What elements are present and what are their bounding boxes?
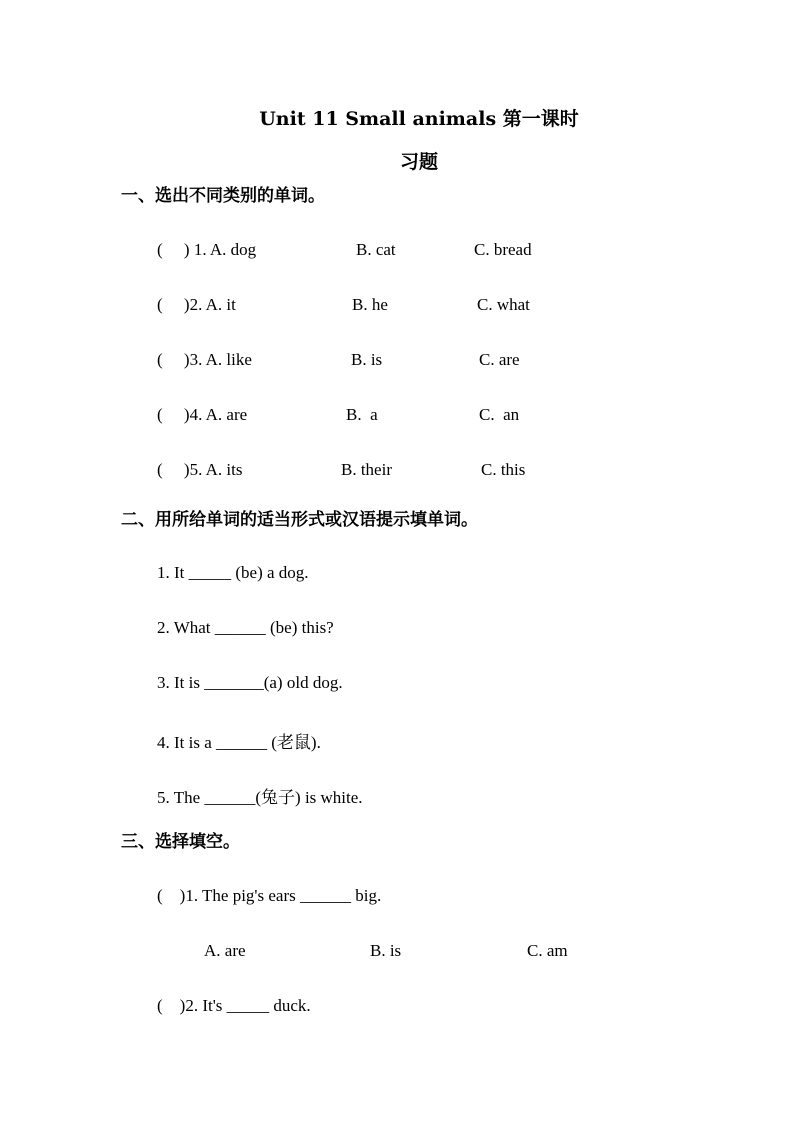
- page-subtitle: 习题: [399, 151, 438, 173]
- section-2-heading: 二、用所给单词的适当形式或汉语提示填单词。: [121, 510, 478, 530]
- option-b: B. their: [341, 460, 392, 479]
- option-c: C. bread: [474, 240, 532, 259]
- part3-question-2: ( )2. It's _____ duck.: [157, 996, 311, 1015]
- question-stem: ( )3. A. like: [157, 350, 252, 369]
- option-b: B. is: [351, 350, 383, 369]
- question-stem: ( )5. A. its: [157, 460, 243, 479]
- option-b: B. is: [370, 941, 402, 960]
- page-title: Unit 11 Small animals 第一课时: [259, 108, 579, 130]
- option-c: C. this: [481, 460, 526, 479]
- option-b: B. cat: [356, 240, 396, 259]
- question-stem: ( )2. A. it: [157, 295, 236, 314]
- part2-question: 1. It _____ (be) a dog.: [157, 563, 309, 582]
- option-c: C. are: [479, 350, 520, 369]
- section-3-heading: 三、选择填空。: [121, 832, 240, 852]
- option-a: A. are: [204, 941, 246, 960]
- question-stem: ( ) 1. A. dog: [157, 240, 257, 259]
- part2-question: 5. The ______(兔子) is white.: [157, 788, 363, 807]
- question-stem: ( )4. A. are: [157, 405, 248, 424]
- part2-question: 3. It is _______(a) old dog.: [157, 673, 343, 692]
- part2-question: 2. What ______ (be) this?: [157, 618, 334, 637]
- part3-question-1: ( )1. The pig's ears ______ big.: [157, 886, 382, 905]
- option-c: C. what: [477, 295, 530, 314]
- option-c: C. am: [527, 941, 568, 960]
- option-c: C. an: [479, 405, 520, 424]
- option-b: B. a: [346, 405, 378, 424]
- option-b: B. he: [352, 295, 388, 314]
- part2-question: 4. It is a ______ (老鼠).: [157, 733, 321, 752]
- section-1-heading: 一、选出不同类别的单词。: [121, 186, 325, 206]
